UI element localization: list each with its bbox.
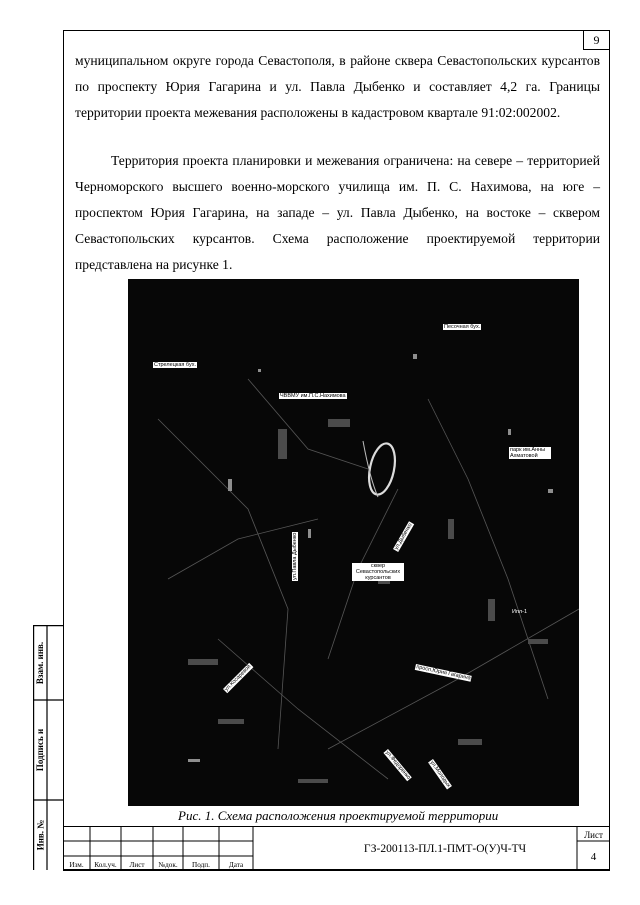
tb-header-list: Лист bbox=[129, 861, 145, 869]
title-block bbox=[63, 826, 610, 871]
map-label-ul-molodyh: ул.Молодых bbox=[428, 759, 452, 789]
map-figure bbox=[128, 279, 579, 806]
map-imagery bbox=[128, 279, 579, 806]
side-label-inv-no: Инв. № bbox=[35, 819, 45, 851]
paragraph-1: муниципальном округе города Севастополя, в районе сквера Севастопольских курсантов по проспекту Юрия Гагарина и ул. Павла Дыбенко и составляет 4,2 га. Границы территории проекта межевания расположены в кадастровом квартале 91:02:002002. bbox=[75, 53, 600, 120]
tb-header-kol-uch: Кол.уч. bbox=[94, 861, 117, 869]
side-label-podpis: Подпись и bbox=[35, 728, 46, 772]
tb-header-izm: Изм. bbox=[69, 861, 84, 869]
map-label-ul-fedorenko: ул.Федоренко bbox=[384, 749, 412, 781]
map-label-ipl: Ипл-1 bbox=[512, 609, 528, 615]
map-label-pr-gagarina: просп.Юрия Гагарина bbox=[415, 664, 472, 682]
figure-caption: Рис. 1. Схема расположения проектируемой территории bbox=[178, 808, 499, 823]
tb-header-ndok: №док. bbox=[158, 861, 178, 869]
side-label-vzam-inv: Взам. инв. bbox=[35, 641, 46, 684]
side-stamp bbox=[33, 625, 63, 870]
map-label-park-akhmatova: парк им.Анны Ахматовой bbox=[509, 447, 551, 459]
sheet-label: Лист bbox=[584, 830, 603, 840]
tb-header-data: Дата bbox=[228, 861, 244, 869]
map-label-ul-kosarevoy: ул.Косаревой bbox=[223, 663, 253, 693]
tb-header-podp: Подп. bbox=[192, 861, 210, 869]
map-label-ul-dybenko: ул.Павла Дыбенко bbox=[292, 532, 298, 580]
page-number: 9 bbox=[583, 30, 610, 50]
map-label-skver: сквер Севастопольских курсантов bbox=[352, 563, 404, 581]
sheet-number: 4 bbox=[590, 851, 597, 863]
map-label-ul-dybenko-2: ул.Дыбенко bbox=[393, 522, 414, 552]
paragraph-2: Территория проекта планировки и межевания ограничена: на севере – территорией Черноморского высшего военно-морского училища им. П. С. Нахимова, на юге – проспектом Юрия Гагарина, на западе – ул. Павла Дыбенко, на востоке – сквером Севастопольских курсантов. Схема расположение проектируемой территории представлена на рисунке 1. bbox=[75, 153, 600, 272]
map-label-streletskaya-bay: Стрелецкая бух. bbox=[154, 362, 196, 368]
document-designation: ГЗ-200113-ПЛ.1-ПМТ-О(У)Ч-ТЧ bbox=[363, 843, 527, 855]
map-label-chvvmu: ЧВВМУ им.П.С.Нахимова bbox=[280, 393, 346, 399]
map-label-pesochnaya-bay: Песочная бух. bbox=[444, 324, 481, 330]
